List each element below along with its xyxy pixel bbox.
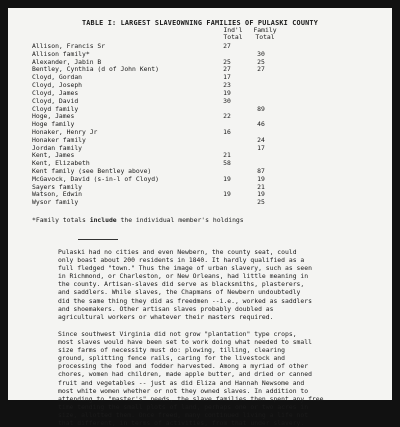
column-header-individual-total xyxy=(220,27,246,42)
paragraph-line: full fledged "town." Thus the image of urban slavery, such as seen xyxy=(58,264,312,273)
paragraph-line: did the same thing they did as freedmen --i.e., worked as saddlers xyxy=(58,296,312,305)
paragraph-line: fruit and vegetables -- just as did Eliza and Hannah Newsome and xyxy=(58,378,305,387)
family-total: 46 xyxy=(257,120,265,129)
footnote-emphasis: include xyxy=(89,216,117,224)
owner-name: Hoge family xyxy=(32,120,75,129)
individual-total: 22 xyxy=(223,112,231,121)
individual-total: 17 xyxy=(223,73,231,82)
paragraph-line: Since southwest Virginia did not grow "plantation" type crops, xyxy=(58,330,297,338)
paragraph-line: agricultural workers or whatever their masters required. xyxy=(58,312,274,321)
individual-total: 25 xyxy=(223,57,231,66)
paragraph-line: that different, in terms of activities, from that under slavery. xyxy=(58,419,305,427)
paragraph-line: most slaves would have been set to work doing what needed to small xyxy=(58,338,312,347)
column-header-line: Ind'l xyxy=(223,26,243,34)
body-paragraph xyxy=(58,248,394,321)
owner-name: Jordan family xyxy=(32,143,83,152)
owner-name: Sayers family xyxy=(32,182,83,191)
family-total: 30 xyxy=(257,49,265,58)
table-row xyxy=(32,66,372,74)
table-title: TABLE I: LARGEST SLAVEOWNING FAMILIES OF PULASKI COUNTY xyxy=(81,19,319,27)
individual-total: 16 xyxy=(223,127,231,136)
family-total: 87 xyxy=(257,167,265,175)
table-row xyxy=(32,90,372,98)
footnote-text: the individual member's holdings xyxy=(116,216,244,224)
table-row xyxy=(32,176,372,184)
family-total: 24 xyxy=(257,135,265,144)
table-row xyxy=(32,82,372,90)
paragraph-line: the county. Artisan-slaves did serve as blacksmiths, plasterers, xyxy=(58,280,305,289)
table-row xyxy=(32,145,372,153)
individual-total: 19 xyxy=(223,174,231,183)
family-total: 19 xyxy=(257,174,265,183)
paragraph-line: attending to "master's" needs, the slave families then spent any free xyxy=(58,394,324,403)
slaveowner-table xyxy=(32,43,372,207)
family-total: 21 xyxy=(257,182,265,191)
family-total: 89 xyxy=(257,104,265,113)
paragraph-line: size farms of necessity must do: plowing, tilling, clearing xyxy=(58,346,286,355)
paragraph-line: time tending the small plots of land, perhaps one or two acres in xyxy=(58,402,309,411)
owner-name: Cloyd, Gordan xyxy=(32,73,83,82)
paragraph-line: ground, splitting fence rails, caring for the livestock and xyxy=(58,354,286,363)
individual-total: 21 xyxy=(223,151,231,160)
individual-total: 23 xyxy=(223,81,231,90)
owner-name: Cloyd family xyxy=(32,104,79,113)
owner-name: Kent, Elizabeth xyxy=(32,159,90,168)
family-total: 25 xyxy=(257,57,265,66)
table-row xyxy=(32,98,372,106)
owner-name: Allison, Francis Sr xyxy=(32,42,106,50)
owner-name: Cloyd, David xyxy=(32,96,79,105)
owner-name: Wysor family xyxy=(32,198,79,207)
paragraph-line: most white women whether or not they owned slaves. In addition to xyxy=(58,386,309,395)
owner-name: Bentley, Cynthia (d of John Kent) xyxy=(32,65,159,74)
paragraph-line: size, allotted them. Once freed, many continued living a life not xyxy=(58,410,309,419)
owner-name: Hoge, James xyxy=(32,112,75,121)
paragraph-line: and shoemakers. Other artisan slaves probably doubled as xyxy=(58,304,274,313)
paragraph-line: in Richmond, or Charleston, or New Orleans, had little meaning in xyxy=(58,272,309,281)
paragraph-line: only boast about 200 residents in 1840. It hardly qualified as a xyxy=(58,256,305,265)
table-row xyxy=(32,106,372,114)
individual-total: 30 xyxy=(223,96,231,105)
paragraph-line: Pulaski had no cities and even Newbern, the county seat, could xyxy=(58,248,297,256)
footnote-text: *Family totals xyxy=(32,216,90,224)
owner-name: Watson, Edwin xyxy=(32,190,83,199)
individual-total: 27 xyxy=(223,42,231,50)
individual-total: 19 xyxy=(223,88,231,97)
owner-name: Cloyd, James xyxy=(32,88,79,97)
family-total: 27 xyxy=(257,65,265,74)
individual-total: 27 xyxy=(223,65,231,74)
table-row xyxy=(32,137,372,145)
body-paragraph xyxy=(58,330,394,427)
column-header-family-total xyxy=(252,27,278,42)
column-header-line: Total xyxy=(255,33,275,42)
paragraph-line: processing the food and fodder harvested. Among a myriad of other xyxy=(58,362,309,371)
owner-name: Allison family* xyxy=(32,49,90,58)
individual-total: 19 xyxy=(223,190,231,199)
owner-name: Alexander, Jabin B xyxy=(32,57,102,66)
family-total: 17 xyxy=(257,143,265,152)
owner-name: Cloyd, Joseph xyxy=(32,81,83,90)
table-row xyxy=(32,113,372,121)
column-header-line: Family xyxy=(253,26,277,34)
owner-name: Honaker, Henry Jr xyxy=(32,127,98,136)
table-row xyxy=(32,191,372,199)
paragraph-line: and saddlers. While slaves, the Chapmans of Newbern undoubtedly xyxy=(58,288,301,297)
family-total: 25 xyxy=(257,198,265,207)
paragraph-line: chores, women had children, made apple butter, and dried or canned xyxy=(58,370,312,379)
table-row xyxy=(32,199,372,207)
owner-name: Kent family (see Bentley above) xyxy=(32,167,152,175)
family-total: 19 xyxy=(257,190,265,199)
column-header-line: Total xyxy=(223,33,243,42)
owner-name: Honaker family xyxy=(32,135,86,144)
table-row xyxy=(32,74,372,82)
table-footnote xyxy=(32,216,244,224)
divider-line xyxy=(78,239,118,240)
table-row xyxy=(32,184,372,192)
owner-name: Kent, James xyxy=(32,151,75,160)
individual-total: 58 xyxy=(223,159,231,168)
document-page xyxy=(8,8,392,427)
owner-name: McGavock, David (s-in-l of Cloyd) xyxy=(32,174,159,183)
